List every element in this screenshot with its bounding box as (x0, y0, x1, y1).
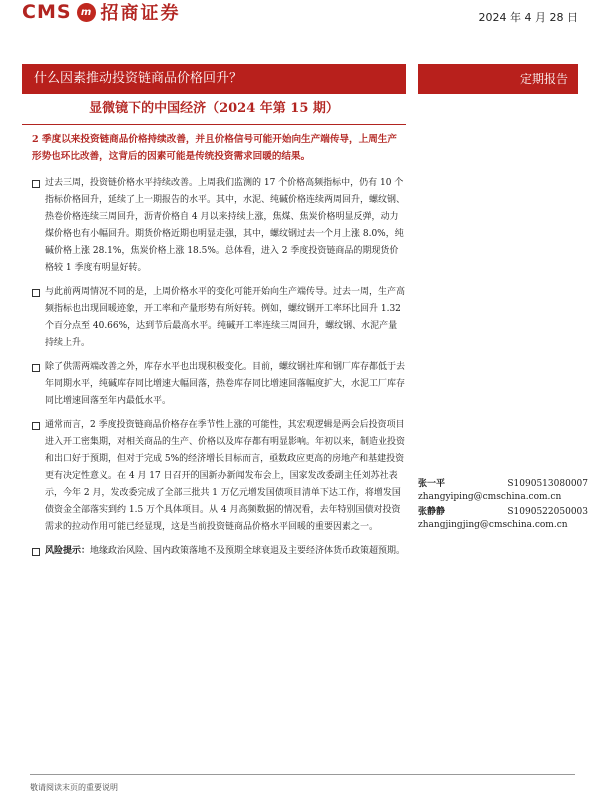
analyst-id: S1090513080007 (507, 479, 588, 489)
contact-row (418, 478, 588, 491)
report-type-label: 定期报告 (418, 64, 578, 94)
analyst-contacts (418, 478, 588, 534)
risk-label: 风险提示： (45, 546, 91, 556)
report-title: 什么因素推动投资链商品价格回升？ (22, 64, 406, 94)
cms-logo (22, 0, 181, 24)
bullet-text: 除了供需两端改善之外，库存水平也出现积极变化。目前，螺纹钢社库和钢厂库存都低于去年同期水平，纯碱库存同比增速大幅回落，热卷库存同比增速回落幅度扩大，水泥工厂库存同比增速回落至年内最低水平。 (45, 362, 406, 406)
report-subtitle: 显微镜下的中国经济（2024 年第 15 期） (89, 101, 339, 116)
logo-badge-icon: m (77, 3, 96, 22)
bullet-text: 过去三周，投资链价格水平持续改善。上周我们监测的 17 个价格高频指标中，仍有 10 个指标价格回升，延续了上一期报告的水平。其中，水泥、纯碱价格连续两周回升，螺纹钢、热卷价格连续三周回升，沥青价格自 4 月以来持续上涨，焦煤、焦炭价格明显反弹，动力煤价格也有小幅回升。期货价格近期也明显走强，其中，螺纹钢过去一个月上涨 8.0%，纯碱价格上涨 28.1%，焦炭价格上涨 18.5%。总体看，进入 2 季度投资链商品的期现货价格较 1 季度有明显好转。 (45, 178, 406, 273)
summary-paragraph: 2 季度以来投资链商品价格持续改善，并且价格信号可能开始向生产端传导，上周生产形势也环比改善，这背后的因素可能是传统投资需求回暖的结果。 (32, 134, 397, 162)
contact-row (418, 506, 588, 519)
checkbox-bullet-icon (32, 548, 40, 556)
analyst-name: 张静静 (418, 507, 446, 517)
page-header (0, 0, 600, 40)
report-date: 2024 年 4 月 28 日 (478, 11, 578, 24)
risk-text: 地缘政治风险、国内政策落地不及预期全球衰退及主要经济体货币政策超预期。 (90, 546, 406, 556)
checkbox-bullet-icon (32, 422, 40, 430)
bullet-item (32, 175, 406, 277)
bullet-text: 通常而言，2 季度投资链商品价格存在季节性上涨的可能性，其宏观逻辑是两会后投资项目进入开工密集期，对相关商品的生产、价格以及库存都有明显影响。年初以来，制造业投资和出口好于预期，但对于完成 5%的经济增长目标而言，亟数政应更高的房地产和基建投资更有决定性意义。在 4 月 17 日召开的国新办新闻发布会上，国家发改委副主任刘苏社表示，今年 2 月，发改委完成了全部三批共 1 万亿元增发国债项目清单下达工作，将增发国债资金全部落实到约 1.5 万个具体项目。从 4 月高频数据的情况看，去年特别国债对投资需求的拉动作用可能已经显现，这是当前投资链商品价格水平回暖的重要因素之一。 (45, 420, 406, 532)
bullet-item (32, 359, 406, 410)
checkbox-bullet-icon (32, 289, 40, 297)
logo-cms-text: CMS (22, 1, 72, 23)
bullet-text: 与此前两周情况不同的是，上周价格水平的变化可能开始向生产端传导。过去一周，生产高频指标也出现回暖迹象，开工率和产量形势有所好转。例如，螺纹钢开工率环比回升 1.32 个百分点至 40.66%，达到节后最高水平。纯碱开工率连续三周回升，螺纹钢、水泥产量持续上升。 (45, 287, 406, 348)
risk-bullet-item (32, 543, 406, 560)
footer-divider (30, 774, 575, 775)
checkbox-bullet-icon (32, 364, 40, 372)
bullet-item (32, 284, 406, 352)
footer-note: 敬请阅读末页的重要说明 (30, 783, 118, 792)
subtitle-divider (22, 124, 406, 125)
analyst-email[interactable]: zhangjingjing@cmschina.com.cn (418, 520, 568, 530)
analyst-name: 张一平 (418, 479, 446, 489)
checkbox-bullet-icon (32, 180, 40, 188)
logo-cn-text: 招商证券 (100, 3, 181, 24)
bullet-item (32, 417, 406, 536)
bullet-list (32, 175, 406, 560)
analyst-email[interactable]: zhangyiping@cmschina.com.cn (418, 492, 562, 502)
analyst-id: S1090522050003 (507, 507, 588, 517)
